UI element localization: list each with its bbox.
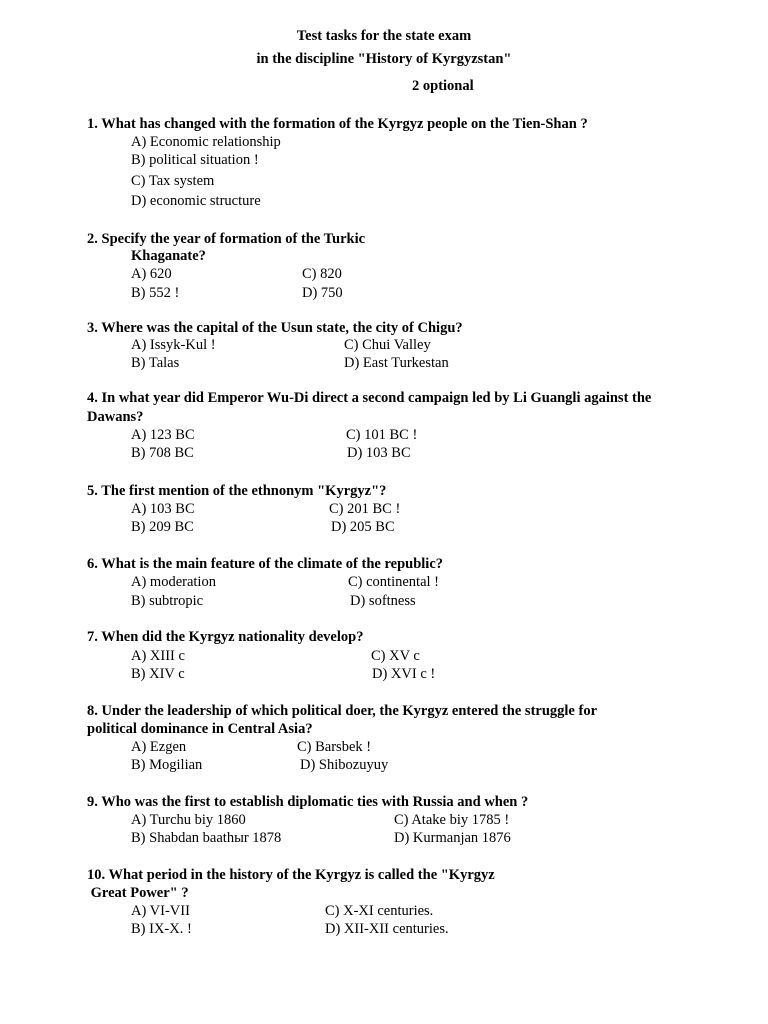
option-c: C) 820	[302, 266, 342, 282]
option-a: A) 620	[131, 266, 172, 282]
option-c: C) 201 BC !	[329, 501, 401, 517]
question-text: 9. Who was the first to establish diplomatic ties with Russia and when ?	[87, 794, 529, 810]
option-c: C) XV c	[371, 648, 420, 664]
option-b: B) IX-X. !	[131, 921, 192, 937]
option-d: D) XII-XII centuries.	[325, 921, 449, 937]
option-c: C) Barsbek !	[297, 739, 372, 755]
question-text: 10. What period in the history of the Kyrgyz is called the "Kyrgyz	[87, 867, 495, 883]
option-a: A) XIII c	[131, 648, 185, 664]
option-d: D) softness	[350, 593, 416, 609]
option-a: A) Turchu biy 1860	[131, 812, 246, 828]
question-text-continued: political dominance in Central Asia?	[87, 721, 313, 737]
option-c: C) Tax system	[131, 173, 215, 189]
question-text: 5. The first mention of the ethnonym "Kyrgyz"?	[87, 483, 387, 499]
question-text: 7. When did the Kyrgyz nationality develop?	[87, 629, 364, 645]
question-text: 6. What is the main feature of the climate of the republic?	[87, 556, 444, 572]
option-d: D) Shibozuyuy	[300, 757, 389, 773]
question-text: 3. Where was the capital of the Usun state, the city of Chigu?	[87, 320, 463, 336]
header-variant: 2 optional	[412, 78, 474, 94]
option-b: B) Mogilian	[131, 757, 203, 773]
option-c: C) Atake biy 1785 !	[394, 812, 510, 828]
option-d: D) 103 BC	[347, 445, 411, 461]
option-a: A) 103 BC	[131, 501, 195, 517]
question-text: 1. What has changed with the formation of the Kyrgyz people on the Tien-Shan ?	[87, 116, 588, 132]
option-b: B) political situation !	[131, 152, 259, 168]
option-a: A) 123 BC	[131, 427, 195, 443]
option-b: B) 209 BC	[131, 519, 194, 535]
option-b: B) 708 BC	[131, 445, 194, 461]
option-d: D) 205 BC	[331, 519, 395, 535]
question-text: 8. Under the leadership of which political doer, the Kyrgyz entered the struggle for	[87, 703, 597, 719]
question-text-continued: Great Power" ?	[87, 885, 189, 901]
question-text-continued: Dawans?	[87, 409, 144, 425]
option-d: D) 750	[302, 285, 343, 301]
header-title: Test tasks for the state exam	[296, 28, 472, 44]
option-c: C) Chui Valley	[344, 337, 431, 353]
option-d: D) East Turkestan	[344, 355, 449, 371]
header-discipline: in the discipline "History of Kyrgyzstan"	[256, 51, 512, 67]
option-a: A) Economic relationship	[131, 134, 281, 150]
option-d: D) Kurmanjan 1876	[394, 830, 511, 846]
option-a: A) Ezgen	[131, 739, 187, 755]
option-b: B) subtropic	[131, 593, 204, 609]
option-a: A) Issyk-Kul !	[131, 337, 216, 353]
option-b: B) Shabdan baathыr 1878	[131, 830, 282, 846]
question-text-continued: Khaganate?	[131, 248, 206, 264]
option-c: C) X-XI centuries.	[325, 903, 434, 919]
option-b: B) 552 !	[131, 285, 180, 301]
option-b: B) XIV c	[131, 666, 185, 682]
option-b: B) Talas	[131, 355, 180, 371]
option-c: C) 101 BC !	[346, 427, 418, 443]
question-text: 4. In what year did Emperor Wu-Di direct a second campaign led by Li Guangli against the	[87, 390, 652, 406]
question-text: 2. Specify the year of formation of the Turkic	[87, 231, 366, 247]
option-a: A) moderation	[131, 574, 216, 590]
option-d: D) economic structure	[131, 193, 261, 209]
option-a: A) VI-VII	[131, 903, 190, 919]
option-d: D) XVI c !	[372, 666, 436, 682]
option-c: C) continental !	[348, 574, 440, 590]
